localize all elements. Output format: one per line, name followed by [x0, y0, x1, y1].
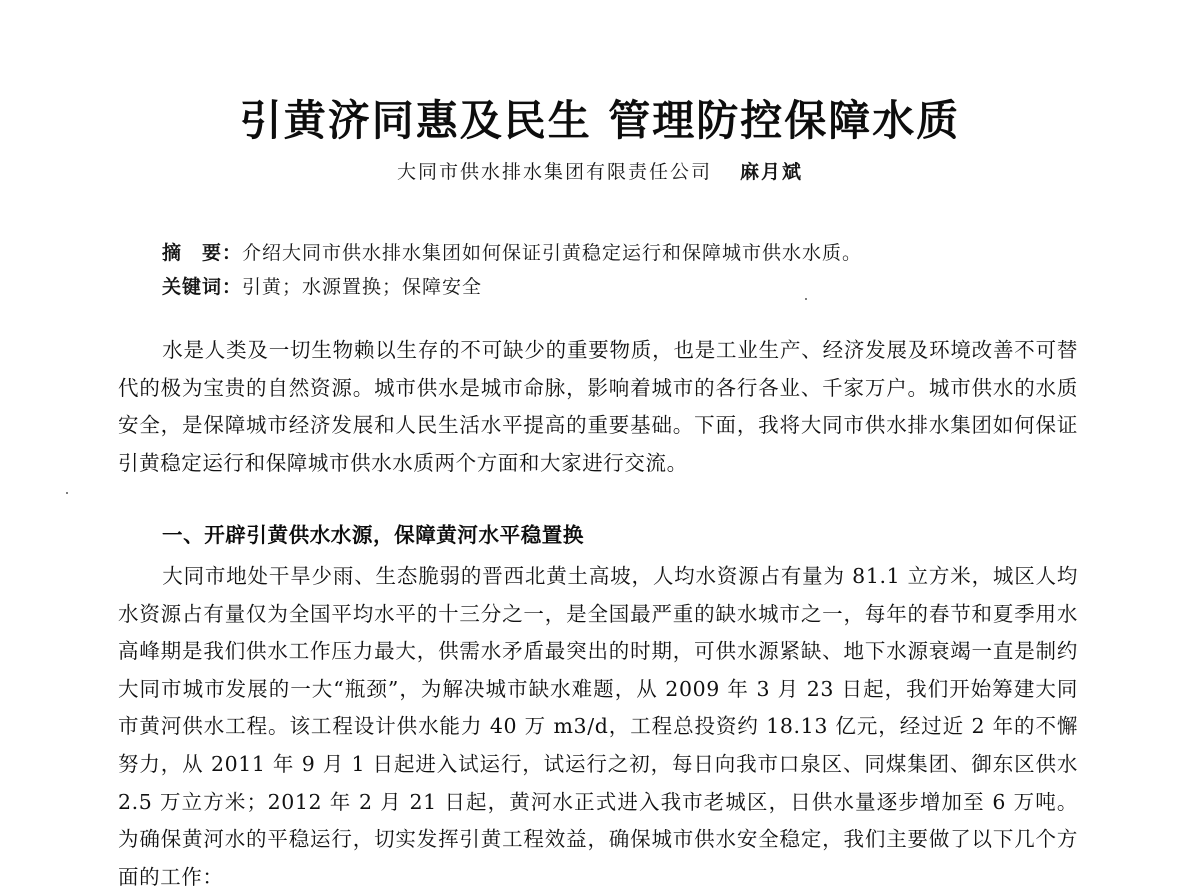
keywords-text: 引黄；水源置换；保障安全	[242, 276, 483, 298]
article-title: 引黄济同惠及民生 管理防控保障水质	[239, 96, 961, 145]
keywords-label: 关键词：	[162, 276, 243, 298]
abstract	[162, 238, 862, 265]
intro-paragraph	[118, 332, 1078, 482]
author-name: 麻月斌	[740, 161, 804, 183]
author-organization: 大同市供水排水集团有限责任公司	[396, 161, 712, 183]
scan-speck	[66, 492, 68, 494]
section-paragraph-text: 大同市地处干旱少雨、生态脆弱的晋西北黄土高坡，人均水资源占有量为 81.1 立方米，城区人均水资源占有量仅为全国平均水平的十三分之一，是全国最严重的缺水城市之一，每年的春节和夏季用水高峰期是我们供水工作压力最大，供需水矛盾最突出的时期，可供水源紧缺、地下水源衰竭一直是制约大同市城市发展的一大“瓶颈”，为解决城市缺水难题，从 2009 年 3 月 23 日起，我们开始筹建大同市黄河供水工程。该工程设计供水能力 40 万 m3/d，工程总投资约 18.13 亿元，经过近 2 年的不懈努力，从 2011 年 9 月 1 日起进入试运行，试运行之初，每日向我市口泉区、同煤集团、御东区供水 2.5 万立方米；2012 年 2 月 21 日起，黄河水正式进入我市老城区，日供水量逐步增加至 6 万吨。为确保黄河水的平稳运行，切实发挥引黄工程效益，确保城市供水安全稳定，我们主要做了以下几个方面的工作：	[118, 564, 1078, 889]
section-heading: 一、开辟引黄供水水源，保障黄河水平稳置换	[162, 523, 584, 547]
intro-paragraph-text: 水是人类及一切生物赖以生存的不可缺少的重要物质，也是工业生产、经济发展及环境改善不可替代的极为宝贵的自然资源。城市供水是城市命脉，影响着城市的各行各业、千家万户。城市供水的水质安全，是保障城市经济发展和人民生活水平提高的重要基础。下面，我将大同市供水排水集团如何保证引黄稳定运行和保障城市供水水质两个方面和大家进行交流。	[118, 338, 1078, 475]
abstract-text: 介绍大同市供水排水集团如何保证引黄稳定运行和保障城市供水水质。	[242, 242, 863, 264]
abstract-label: 摘 要：	[162, 242, 243, 264]
keywords	[162, 272, 482, 299]
byline	[0, 157, 1200, 184]
scan-speck	[805, 298, 807, 300]
section-paragraph	[118, 558, 1078, 896]
